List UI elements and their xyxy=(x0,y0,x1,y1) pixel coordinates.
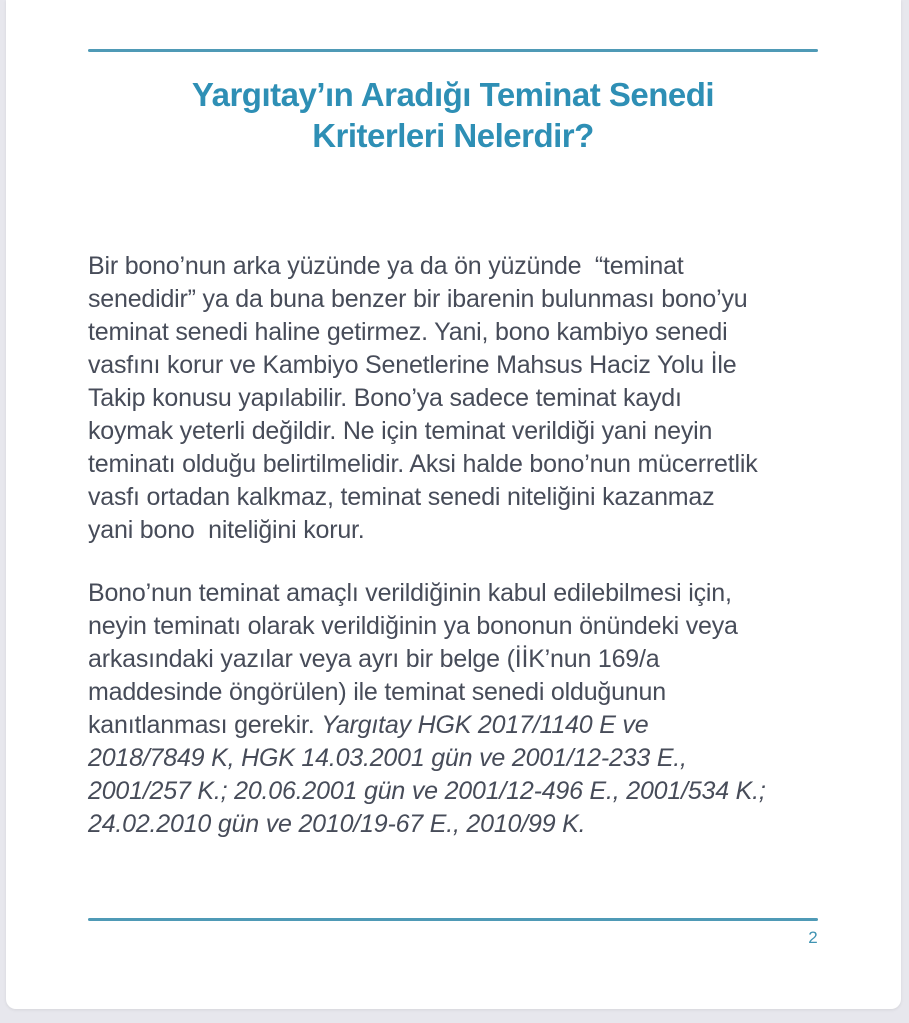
text-line: yani bono niteliğini korur. xyxy=(88,516,365,544)
text-line: Bono’nun teminat amaçlı verildiğinin kabul edilebilmesi için, xyxy=(88,579,732,607)
citation-line: 24.02.2010 gün ve 2010/19-67 E., 2010/99 K. xyxy=(88,810,586,838)
paragraph-2 xyxy=(88,577,858,841)
document-page xyxy=(6,0,901,1009)
citation-run-italic: Yargıtay HGK 2017/1140 E ve xyxy=(321,711,649,739)
top-divider xyxy=(88,49,818,52)
page-number: 2 xyxy=(808,928,818,947)
paragraph-1 xyxy=(88,250,858,547)
text-run-normal: kanıtlanması gerekir. xyxy=(88,711,322,739)
page-title-line-1: Yargıtay’ın Aradığı Teminat Senedi xyxy=(191,76,715,113)
text-line: Takip konusu yapılabilir. Bono’ya sadece teminat kaydı xyxy=(88,384,682,412)
text-line: teminat senedi haline getirmez. Yani, bono kambiyo senedi xyxy=(88,318,728,346)
bottom-divider xyxy=(88,918,818,921)
text-line: maddesinde öngörülen) ile teminat senedi olduğunun xyxy=(88,678,666,706)
page-title xyxy=(48,74,858,156)
text-line: vasfı ortadan kalkmaz, teminat senedi niteliğini kazanmaz xyxy=(88,483,715,511)
citation-line: 2001/257 K.; 20.06.2001 gün ve 2001/12-496 E., 2001/534 K.; xyxy=(88,777,766,805)
text-line: teminatı olduğu belirtilmelidir. Aksi halde bono’nun mücerretlik xyxy=(88,450,758,478)
text-line: koymak yeterli değildir. Ne için teminat verildiği yani neyin xyxy=(88,417,713,445)
text-line: senedidir” ya da buna benzer bir ibarenin bulunması bono’yu xyxy=(88,285,748,313)
text-line: arkasındaki yazılar veya ayrı bir belge (İİK’nun 169/a xyxy=(88,645,660,673)
page-title-line-2: Kriterleri Nelerdir? xyxy=(312,117,594,154)
text-line: Bir bono’nun arka yüzünde ya da ön yüzünde “teminat xyxy=(88,252,684,280)
text-line: neyin teminatı olarak verildiğinin ya bononun önündeki veya xyxy=(88,612,738,640)
citation-line: 2018/7849 K, HGK 14.03.2001 gün ve 2001/12-233 E., xyxy=(88,744,687,772)
text-line-mixed xyxy=(88,709,858,742)
text-line: vasfını korur ve Kambiyo Senetlerine Mahsus Haciz Yolu İle xyxy=(88,351,737,379)
